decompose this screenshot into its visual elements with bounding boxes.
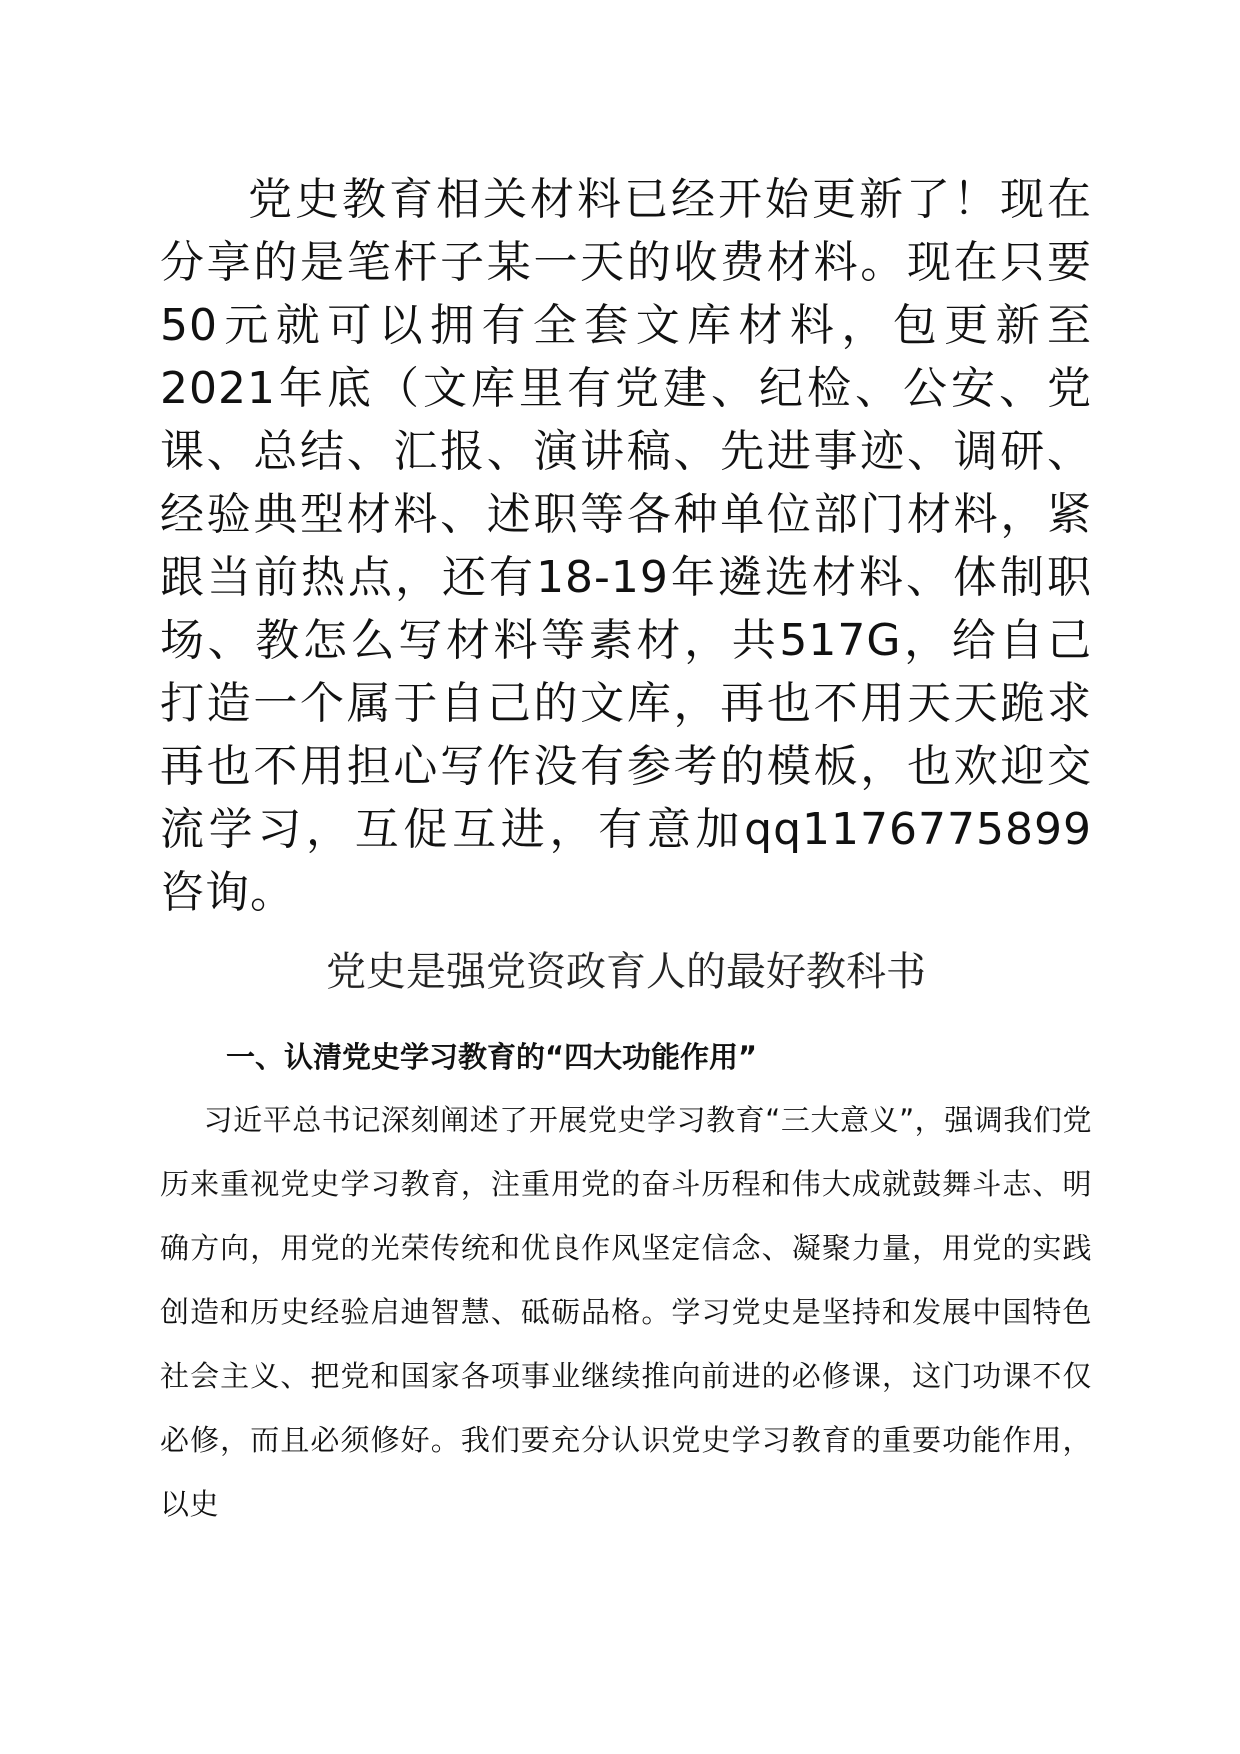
body-paragraph: 习近平总书记深刻阐述了开展党史学习教育“三大意义”，强调我们党历来重视党史学习教育，注重用党的奋斗历程和伟大成就鼓舞斗志、明确方向，用党的光荣传统和优良作风坚定信念、凝聚力量，用党的实践创造和历史经验启迪智慧、砥砺品格。学习党史是坚持和发展中国特色社会主义、把党和国家各项事业继续推向前进的必修课，这门功课不仅必修，而且必须修好。我们要充分认识党史学习教育的重要功能作用，以史 <box>160 1103 1092 1521</box>
document-title: 党史是强党资政育人的最好教科书 <box>326 949 926 995</box>
intro-paragraph: 党史教育相关材料已经开始更新了！现在分享的是笔杆子某一天的收费材料。现在只要50元就可以拥有全套文库材料，包更新至2021年底（文库里有党建、纪检、公安、党课、总结、汇报、演讲稿、先进事迹、调研、经验典型材料、述职等各种单位部门材料，紧跟当前热点，还有18-19年遴选材料、体制职场、教怎么写材料等素材，共517G，给自己打造一个属于自己的文库，再也不用天天跪求再也不用担心写作没有参考的模板，也欢迎交流学习，互促互进，有意加qq1176775899咨询。 <box>160 174 1092 918</box>
section-heading: 一、认清党史学习教育的“四大功能作用” <box>226 1040 758 1074</box>
